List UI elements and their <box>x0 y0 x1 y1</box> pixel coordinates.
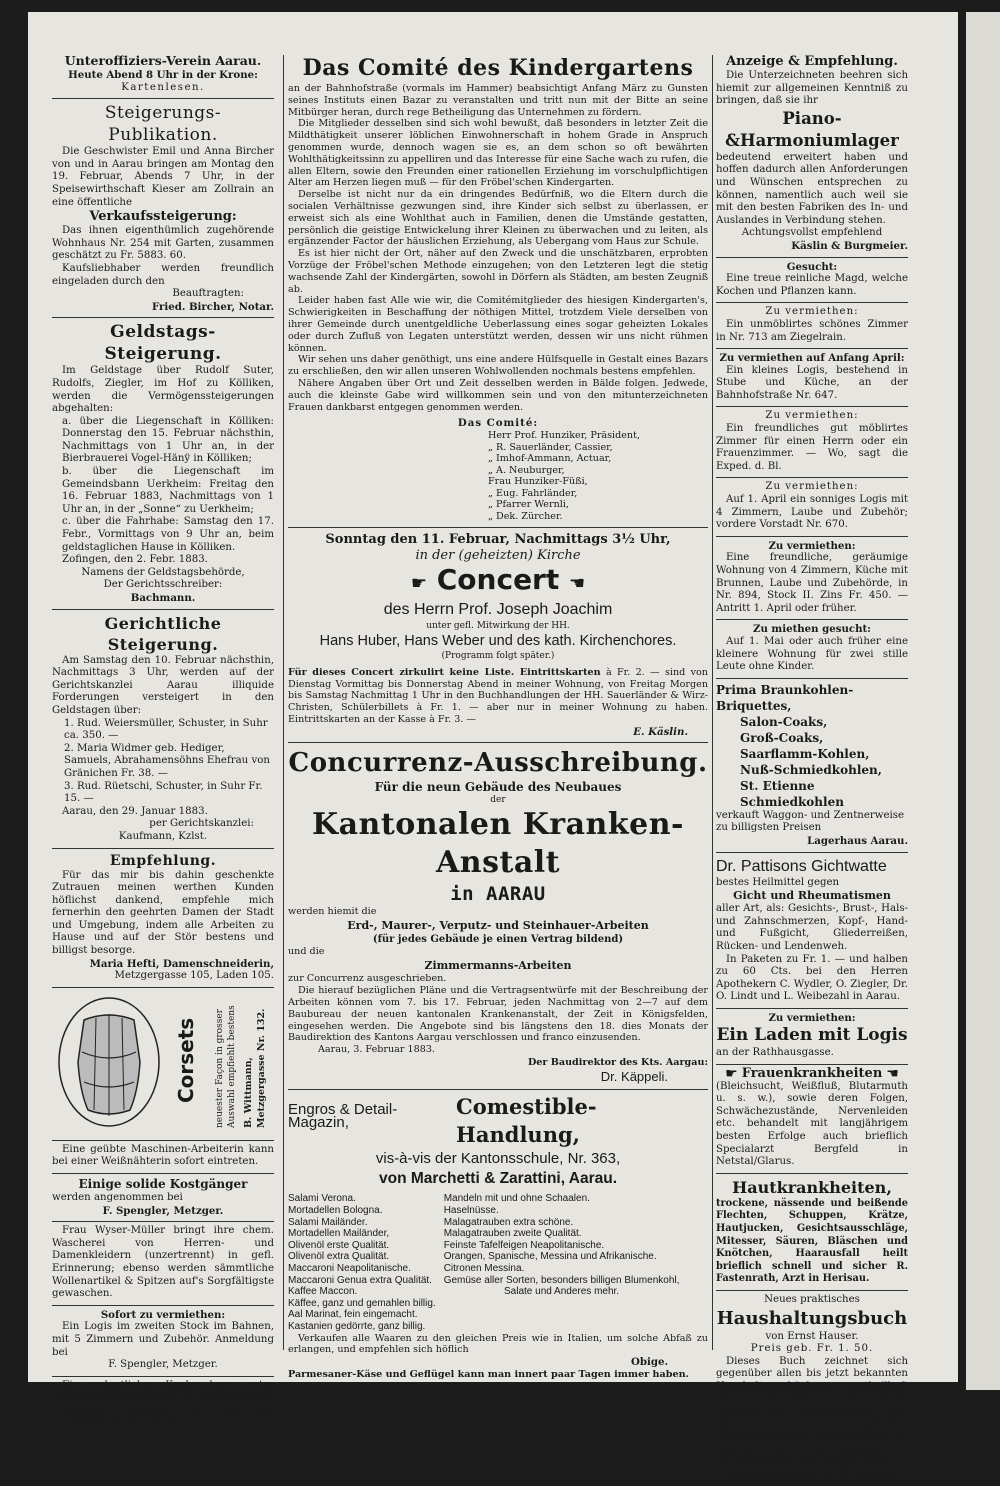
ad-title: Hautkrankheiten, <box>732 1177 892 1197</box>
list-item: Haselnüsse. <box>443 1204 499 1216</box>
ad-title-3: in AARAU <box>450 883 546 906</box>
comite-member: „ Eug. Fahrländer, <box>488 487 578 499</box>
ad-item: b. über die Liegenschaft im Gemeindsbann Uerkheim: Freitag den 16. Februar 1883, Nachmittags von 1 Uhr an, in der „Sonne“ zu Uerkheim; <box>62 466 274 515</box>
ad-anzeige <box>716 50 908 258</box>
ad-body: Frau Wyser-Müller bringt ihre chem. Wascherei von Herren- und Damenkleidern (unzertrennt) in gefl. Erinnerung; ebenso werden sämmtliche Wollenartikel & Spitzen auf's Sorgfältigste gewaschen. <box>52 1225 274 1300</box>
ad-body: Auf 1. April ein sonniges Logis mit 4 Zimmern, Laube und Zubehör; vordere Vorstadt Nr. 670. <box>716 494 908 531</box>
list-item: Aal Marinat, fein eingemacht. <box>288 1309 418 1321</box>
list-item: Nuß-Schmiedkohlen, <box>740 762 882 777</box>
list-item: Groß-Coaks, <box>740 730 824 745</box>
list-item: Salami Verona. <box>288 1193 356 1205</box>
ad-line: und die <box>288 946 325 958</box>
ad-paragraph: Es ist hier nicht der Ort, näher auf den Zweck und die unschätzbaren, erprobten Vorzüge der Fröbel'schen Methode einzugehen; von den Letzteren legt die stetig wachsende Zahl der Kindergärten, sowohl in Dörfern als Städten, am besten Zeugniß ab. <box>288 248 708 295</box>
ad-body: Auf 1. Mai oder auch früher eine kleinere Wohnung für zwei stille Leute ohne Kinder. <box>716 635 908 673</box>
ad-title: Prima Braunkohlen-Briquettes, <box>716 682 854 713</box>
ad-authority: Namens der Geldstagsbehörde, <box>81 566 245 578</box>
ad-title: Zu vermiethen: <box>768 1011 856 1024</box>
comestible-list-right <box>444 1193 680 1332</box>
corsets-line2: B. Wittmann, Metzgergasse Nr. 132. <box>243 1008 267 1128</box>
ad-body: Kaufsliebhaber werden freundlich eingeladen durch den <box>52 262 274 287</box>
comite-member: „ Pfarrer Wernli, <box>488 499 569 511</box>
ad-item: 1. Rud. Weiersmüller, Schuster, in Suhr ca. 350. — <box>64 717 268 742</box>
ad-title: Zu vermiethen: <box>768 539 856 552</box>
ad-gesucht <box>716 258 908 304</box>
ad-body: (Bleichsucht, Weißfluß, Blutarmuth u. s. w.), sowie deren Folgen, Schwächezustände, Nervenleiden etc. behandelt mit langjährigem besten Erfolge auch brieflich Specialarzt Bergfeld in Netstal/Glarus. <box>716 1080 908 1168</box>
ad-line: Kartenlesen. <box>121 81 205 93</box>
ad-item: 2. Maria Widmer geb. Hediger, Samuels, Abrahamensöhns Ehefrau von Gränichen Fr. 38. — <box>64 742 270 779</box>
list-item: St. Etienne Schmiedkohlen <box>740 778 844 809</box>
ad-body: Eine geübte Maschinen-Arbeiterin kann bei einer Weißnähterin sofort eintreten. <box>52 1143 274 1168</box>
list-item: Olivenöl extra Qualität. <box>288 1251 390 1263</box>
ad-title: Anzeige & Empfehlung. <box>726 54 898 69</box>
signer: Kaufmann, Kzlst. <box>118 830 208 842</box>
column-rule-right <box>712 55 713 1350</box>
ad-body: Ein ordentlicher Knabe kann unter günstigen Bedingungen die Schuhmacher-Profession erlernen. Wo, sagt die Expedition dieses Blattes. <box>52 1379 274 1429</box>
ad-paragraph: Wir sehen uns daher genöthigt, uns eine andere Hülfsquelle in Gestalt eines Bazars zu erschließen, den wir allen unseren Wohlwollenden nochmals bestens empfehlen. <box>288 354 708 378</box>
ad-title: Concurrenz-Ausschreibung. <box>288 748 708 779</box>
ad-paragraph: Leider haben fast Alle wie wir, die Comitémitglieder des hiesigen Kindergarten's, Schwierigkeiten in Beschaffung der nöthigen Mittel, trotzdem Viele derselben von ihrer Gemeinde durch unentgeldliche Ueberlassung eines sogar geheizten Lokales oder durch Zufluß von Legaten unterstützt werden, dessen wir uns nicht rühmen können. <box>288 295 708 354</box>
ad-line: werden hiemit die <box>288 906 377 918</box>
ad-body: aller Art, als: Gesichts-, Brust-, Hals- und Zahnschmerzen, Kopf-, Hand- und Fußgicht, Gliederreißen, Rücken- und Lendenweh. <box>716 903 908 952</box>
ad-body: bestes Heilmittel gegen <box>716 876 840 888</box>
comestible-address: vis-à-vis der Kantonsschule, Nr. 363, <box>375 1150 621 1168</box>
ad-laden <box>716 1009 908 1065</box>
list-item: Saarflamm-Kohlen, <box>740 746 870 761</box>
ad-body: bedeutend erweitert haben und hoffen dadurch allen Anforderungen und Wünschen entsprechen zu können, namentlich auch weil sie mit den besten Fabriken des In- und Auslandes in Verbindung stehen. <box>716 151 908 226</box>
ad-subtitle: Verkaufssteigerung: <box>89 209 237 225</box>
signer-title: Beauftragten: <box>172 288 244 300</box>
ad-body: Das ihnen eigenthümlich zugehörende Wohnhaus Nr. 254 mit Garten, zusammen geschätzt zu Fr. 5883. 60. <box>52 225 274 262</box>
ad-zu-miethen <box>716 620 908 678</box>
pointing-hand-right-icon: ☛ <box>410 572 427 594</box>
ad-zu-vermiethen-4 <box>716 478 908 536</box>
ad-body: werden angenommen bei <box>52 1192 183 1204</box>
concert-title: Concert <box>436 562 560 596</box>
list-item: Mandeln mit und ohne Schaalen. <box>443 1193 590 1205</box>
ad-title-2: Kantonalen Kranken-Anstalt <box>312 807 684 881</box>
middle-column <box>288 50 708 1384</box>
ad-title: Das Comité des Kindergartens <box>302 55 694 81</box>
signer: F. Spengler, Metzger. <box>102 1204 224 1217</box>
ad-line: Neues praktisches <box>764 1293 860 1305</box>
ad-title: Gerichtliche Steigerung. <box>104 613 222 654</box>
ad-body: Eine treue reinliche Magd, welche Kochen und Pflanzen kann. <box>716 273 908 297</box>
ad-line: Zimmermanns-Arbeiten <box>424 958 572 972</box>
ad-body: Dieses Buch zeichnet sich gegenüber allen bis jetzt bekannten Haushaltungsbüchern vortheilhaft aus durch seine neue, höchst einfache und übersichtliche Form, durch die hiedurch herbeigeführte außerordentliche Erleichterung im Gebrauch, durch Vollständigkeit der Rechnungstitel und billigste Preis. <box>716 1355 908 1468</box>
concert-performers: Hans Huber, Hans Weber und des kath. Kirchenchores. <box>319 633 677 650</box>
comestible-footer: Parmesaner-Käse und Geflügel kann man innert paar Tagen immer haben. <box>288 1368 689 1380</box>
signer: Fried. Bircher, Notar. <box>151 300 274 313</box>
comite-member: „ A. Neuburger, <box>488 464 565 476</box>
ad-title: Geldstags-Steigerung. <box>104 322 222 365</box>
ad-body: Die hierauf bezüglichen Pläne und die Vertragsentwürfe mit der Beschreibung der Arbeiten können vom 7. bis 17. Februar, jeden Nachmittag von 2—7 auf dem Baubureau der neuen kantonalen Krankenanstalt, der Zeit in Königsfelden, eingesehen werden. Die Angebote sind bis längstens den 18. dies Monats der Baudirektion des Kantons Aargau verschlossen und franco einzusenden. <box>288 985 708 1044</box>
ad-body: Ein freundliches gut möblirtes Zimmer für einen Herrn oder ein Frauenzimmer. — Wo, sagt die Exped. d. Bl. <box>716 423 908 472</box>
ad-body: Ein kleines Logis, bestehend in Stube und Küche, an der Bahnhofstraße Nr. 647. <box>716 364 908 401</box>
ad-title: Empfehlung. <box>109 852 217 869</box>
ad-line: der <box>490 795 506 806</box>
ad-line: von Ernst Hauser. <box>765 1330 859 1342</box>
signer-title: Das Comité: <box>457 417 539 430</box>
ad-line: zur Concurrenz ausgeschrieben. <box>288 972 447 984</box>
ad-paragraph: an der Bahnhofstraße (vormals im Hammer) beabsichtigt Anfang März zu Gunsten seines Instituts einen Bazar zu veranstalten und tritt nun mit der Bitte an seine Mitbürger heran, durch rege Betheiligung das Unternehmen zu fördern. <box>288 83 708 118</box>
comestible-list-left <box>288 1193 436 1332</box>
ad-line: Heute Abend 8 Uhr in der Krone: <box>68 69 258 81</box>
ad-paragraph: Die Mitglieder desselben sind sich wohl bewußt, daß besonders in letzter Zeit die Mildthätigkeit unserer löblichen Einwohnerschaft in hohem Grade in Anspruch genommen wurde, dennoch wagen sie es, an dem schon so oft bewährten Wohlthätigkeitssinn zu appelliren und das Interesse für eine Sache wach zu rufen, die allen Eltern, sowie den Freunden einer rationellen Erziehung im vorschulpflichtigen Alter am Herzen liegen muß — für den Fröbel'schen Kindergarten. <box>288 118 708 189</box>
ad-braunkohlen <box>716 679 908 853</box>
ad-paragraph: Derselbe ist nicht nur da ein dringendes Bedürfniß, wo die Eltern durch die socialen Verhältnisse gezwungen sind, ihre Kinder sich selbst zu überlassen, er erweist sich als eine Wohlthat auch in Familien, denen die Umstände gestatten, persönlich die geistige Entwickelung ihrer Kleinen zu überwachen und zu leiten, als ergänzender Factor der häuslichen Erziehung, als Uebergang vom Haus zur Schule. <box>288 189 708 248</box>
ad-zu-vermiethen-1 <box>716 303 908 349</box>
ad-zu-vermiethen-5 <box>716 537 908 621</box>
list-item: Orangen, Spanische, Messina und Afrikanische. <box>443 1251 657 1263</box>
signer: F. Spengler, Metzger. <box>108 1359 218 1371</box>
frauen-header <box>716 1068 908 1081</box>
list-item: Mortadellen Mailänder, <box>288 1228 390 1240</box>
list-item: Gemüse aller Sorten, besonders billigen Blumenkohl, <box>443 1274 680 1286</box>
ad-title: Steigerungs-Publikation. <box>104 103 222 146</box>
list-item: Salate und Anderes mehr. <box>504 1286 620 1298</box>
concert-body-bold: Für dieses Concert zirkulirt keine Liste. Eintrittskarten <box>288 666 601 678</box>
ad-item: 3. Rud. Rüetschi, Schuster, in Suhr Fr. 15. — <box>64 780 263 805</box>
list-item: Kastanien gedörrte, ganz billig. <box>288 1320 426 1332</box>
ad-title: Zu miethen gesucht: <box>753 623 871 636</box>
ad-body: trockene, nässende und beißende Flechten, Schuppen, Krätze, Hautjucken, Gesichtsausschläge, Mitesser, Säuren, Bläschen und Knötchen, Haarausfall heilt brieflich schnell und sicher R. Fastenrath, Arzt in Herisau. <box>716 1197 908 1285</box>
ad-line: (für jedes Gebäude je einen Vertrag bildend) <box>372 934 624 946</box>
ad-corsets <box>52 988 274 1141</box>
ad-geldstags <box>52 318 274 609</box>
ad-price: Preis geb. Fr. 1. 50. <box>750 1343 874 1355</box>
ad-body: Die Geschwister Emil und Anna Bircher von und in Aarau bringen am Montag den 19. Februar, Abends 7 Uhr, in der Speisewirthschaft Kieser am Zollrain an eine öffentliche <box>52 146 274 208</box>
list-item: Maccaroni Neapolitanische. <box>288 1262 411 1274</box>
list-item: Olivenöl erste Qualität. <box>288 1239 390 1251</box>
ad-unteroffiziers <box>52 50 274 99</box>
corset-illustration-icon <box>54 992 164 1132</box>
comestible-owner: von Marchetti & Zarattini, Aarau. <box>379 1170 617 1188</box>
signer: Maria Hefti, Damenschneiderin, <box>89 957 274 970</box>
comestible-footer: Verkaufen alle Waaren zu den gleichen Preis wie in Italien, um solche Abfaß zu erlangen, und empfehlen sich höflich <box>288 1332 708 1356</box>
list-item: Malagatrauben zweite Qualität. <box>443 1228 582 1240</box>
ad-title: Dr. Pattisons Gichtwatte <box>716 857 887 875</box>
ad-body: In Paketen zu Fr. 1. — und halben zu 60 Cts. bei den Herren Apothekern C. Wydler, O. Ziegler, Dr. O. Lindt und L. Weibezahl in Aarau. <box>716 953 908 1003</box>
list-item: Kaffee Maccon. <box>288 1286 358 1298</box>
signer: E. Käslin. <box>633 725 688 738</box>
ad-zu-vermiethen-3 <box>716 407 908 478</box>
pointing-hand-left-icon: ☚ <box>886 1066 899 1083</box>
ad-authority: per Gerichtskanzlei: <box>149 818 254 830</box>
ad-line: Für die neun Gebäude des Neubaues <box>374 780 622 795</box>
ad-title: Haushaltungsbuch <box>716 1307 908 1329</box>
ad-body: Eine freundliche, geräumige Wohnung von 4 Zimmern, Küche mit Brunnen, Laube und Zubehörde, in Nr. 894, Stock II. Zins Fr. 450. — Antritt 1. April oder früher. <box>716 552 908 614</box>
ad-body: verkauft Waggon- und Zentnerweise zu billigsten Preisen <box>716 809 905 834</box>
signer-title: Achtungsvollst empfehlend <box>741 227 883 239</box>
ad-concert <box>288 528 708 744</box>
signer: Lagerhaus Aarau. <box>807 834 908 847</box>
list-item: Salami Mailänder. <box>288 1216 368 1228</box>
ad-title: Zu vermiethen: <box>765 306 859 318</box>
right-column <box>716 50 908 1486</box>
comite-member: Frau Hunziker-Füßi, <box>488 476 588 488</box>
ad-item: a. über die Liegenschaft in Kölliken: Donnerstag den 15. Februar nächsthin, Nachmittags von 1 Uhr an, in der Bierbrauerei Vogel-Hänÿ in Kölliken; <box>62 415 274 465</box>
ad-pattison <box>716 853 908 1009</box>
concert-body <box>288 667 708 726</box>
ad-paragraph: Nähere Angaben über Ort und Zeit desselben werden in Bälde folgen. Jedwede, auch die kleinste Gabe wird willkommen sein und von den mitunterzeichneten Frauen dankbarst entgegen genommen werden. <box>288 377 708 413</box>
pointing-hand-left-icon: ☚ <box>569 572 586 594</box>
corsets-line1: neuester Façon in grosser Auswahl empfiehlt bestens <box>215 1005 237 1128</box>
ad-title: Frauenkrankheiten <box>741 1066 883 1082</box>
left-column <box>52 50 274 1434</box>
ad-maschinen <box>52 1141 274 1174</box>
ad-frauen <box>716 1065 908 1174</box>
ad-date: Aarau, 3. Februar 1883. <box>318 1044 435 1056</box>
signer: Bachmann. <box>130 592 196 604</box>
comestible-title: Comestible-Handlung, <box>456 1094 597 1148</box>
ad-body: Ein Logis im zweiten Stock im Bahnen, mit 5 Zimmern und Zubehör. Anmeldung bei <box>52 1321 274 1358</box>
concert-artist: des Herrn Prof. Joseph Joachim <box>383 600 613 618</box>
ad-concurrenz <box>288 743 708 1090</box>
ad-title: Einige solide Kostgänger <box>78 1177 248 1192</box>
column-rule-left <box>283 55 284 1350</box>
ad-date: Zofingen, den 2. Febr. 1883. <box>62 554 208 566</box>
ad-comestible <box>288 1090 708 1384</box>
signer-address: Metzgergasse 105, Laden 105. <box>114 970 274 982</box>
ad-body: Für das mir bis dahin geschenkte Zutrauen meinen werthen Kunden höflichst dankend, empfehle mich fernerhin den geehrten Damen der Stadt und Umgebung, indem alle Arbeiten zu Hause und auf der Stör bestens und billigst besorge. <box>52 869 274 957</box>
ad-body: Am Samstag den 10. Februar nächsthin, Nachmittags 3 Uhr, werden auf der Gerichtskanzlei Aarau illiquide Forderungen versteigert in den Geldstagen über: <box>52 654 274 716</box>
ad-title: Sofort zu vermiethen: <box>100 1308 226 1321</box>
signer: Obige. <box>630 1356 668 1369</box>
pointing-hand-right-icon: ☛ <box>725 1066 738 1083</box>
comestible-header <box>288 1093 708 1149</box>
concert-title-row <box>288 564 708 600</box>
ad-title: Gesucht: <box>786 260 838 273</box>
ad-kostgaenger <box>52 1174 274 1222</box>
list-item: Salon-Coaks, <box>740 714 828 729</box>
comite-member: „ Dek. Zürcher. <box>488 511 563 523</box>
ad-haushaltung <box>716 1291 908 1486</box>
ad-body: Ein unmöblirtes schönes Zimmer in Nr. 713 am Ziegelrain. <box>716 318 908 343</box>
ad-gerichtliche <box>52 610 274 849</box>
list-item: Feinste Tafelfeigen Neapolitanische. <box>443 1239 605 1251</box>
ad-line: Erd-, Maurer-, Verputz- und Steinhauer-Arbeiten <box>347 919 649 933</box>
concert-line: unter gefl. Mitwirkung der HH. <box>426 620 570 631</box>
comestible-subtitle: Engros & Detail-Magazin, <box>288 1101 398 1131</box>
ad-title: Unteroffiziers-Verein Aarau. <box>64 53 262 68</box>
ad-title-2: Ein Laden mit Logis <box>716 1025 908 1046</box>
ad-body: Die Unterzeichneten beehren sich hiemit zur allgemeinen Kenntniß zu bringen, daß sie ihr <box>716 70 908 107</box>
comestible-lists <box>288 1193 708 1332</box>
ad-empfehlung <box>52 849 274 988</box>
comite-members <box>288 430 708 523</box>
ad-steigerung <box>52 99 274 318</box>
ad-knabe <box>52 1377 274 1434</box>
comite-member: Herr Prof. Hunziker, Präsident, <box>488 429 641 441</box>
ad-vermiethen <box>52 1306 274 1377</box>
list-item: Citronen Messina. <box>443 1262 525 1274</box>
ad-title: Zu vermiethen: <box>765 410 859 422</box>
concert-line: (Programm folgt später.) <box>441 651 555 662</box>
ad-zu-vermiethen-2 <box>716 349 908 407</box>
ad-wyser <box>52 1222 274 1306</box>
list-item: Käffee, ganz und gemahlen billig. <box>288 1297 436 1309</box>
comite-member: „ Imhof-Ammann, Actuar, <box>488 453 612 465</box>
list-item: Maccaroni Genua extra Qualität. <box>288 1274 432 1286</box>
ad-body: Im Geldstage über Rudolf Suter, Rudolfs, Ziegler, im Hof zu Kölliken, werden die Vermögenssteigerungen abgehalten: <box>52 365 274 415</box>
list-item: Mortadellen Bologna. <box>288 1204 383 1216</box>
signer: Zu beziehen bei F. G. Martin. <box>729 1469 895 1482</box>
adjacent-page-edge <box>966 12 1000 1390</box>
ad-title-2: Piano-&Harmoniumlager <box>725 108 899 150</box>
concert-body-text: à Fr. 2. — sind von Dienstag Vormittag bis Donnerstag Abend in meiner Wohnung, von Freitag Morgen bis Samstag Nachmittag 1 Uhr in den Buchhandlungen der HH. Sauerländer & Wirz-Christen, Schülerbillets à Fr. 1. — aber nur in meiner Wohnung zu haben. Eintrittskarten an der Kasse à Fr. 3. — <box>288 666 708 726</box>
ad-title: Zu vermiethen auf Anfang April: <box>719 352 905 365</box>
ad-body-bold: Gicht und Rheumatismen <box>733 889 891 903</box>
ad-title: Zu vermiethen: <box>765 481 859 493</box>
ad-kindergarten <box>288 50 708 528</box>
corsets-title: Corsets <box>174 1017 198 1103</box>
concert-date: Sonntag den 11. Februar, Nachmittags 3½ Uhr, <box>325 531 671 547</box>
ad-haut <box>716 1174 908 1291</box>
list-item: Malagatrauben extra schöne. <box>443 1216 574 1228</box>
ad-date: Aarau, den 29. Januar 1883. <box>62 805 208 817</box>
signer: Käslin & Burgmeier. <box>791 239 908 252</box>
ad-body: an der Rathhausgasse. <box>716 1047 834 1059</box>
ad-item: c. über die Fahrhabe: Samstag den 17. Febr., Vormittags von 9 Uhr an, beim geldstaglichen Hause in Kölliken. <box>62 516 274 553</box>
signer: Dr. Käppeli. <box>600 1069 668 1085</box>
coal-list <box>716 714 908 810</box>
concert-venue: in der (geheizten) Kirche <box>415 547 581 563</box>
ad-authority: Der Baudirektor des Kts. Aargau: <box>527 1056 708 1068</box>
comite-member: „ R. Sauerländer, Cassier, <box>488 441 613 453</box>
ad-authority: Der Gerichtsschreiber: <box>103 579 223 591</box>
